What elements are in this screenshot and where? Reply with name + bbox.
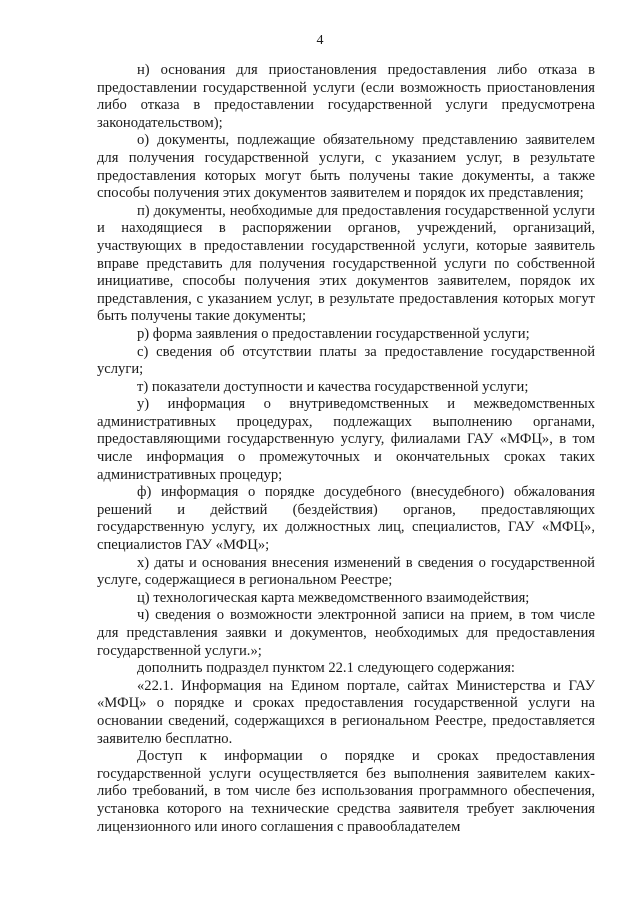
- paragraph-amendment: дополнить подраздел пунктом 22.1 следующего содержания:: [137, 660, 515, 677]
- paragraph-t: т) показатели доступности и качества государственной услуги;: [137, 378, 529, 395]
- page-number: 4: [316, 33, 324, 48]
- paragraph-n: н) основания для приостановления предоставления либо отказа в предоставлении государственной услуги (если возможность приостановления либо отказа в предоставлении государственной услуги предусмотрена законодательством);: [97, 62, 595, 131]
- paragraph-p: п) документы, необходимые для предоставления государственной услуги и находящиеся в распоряжении органов, учреждений, организаций, участвующих в предоставлении государственной услуги, которые заявитель вправе представить для получения государственной услуги по собственной инициативе, способы получения этих документов заявителем, порядок их представления, с указанием услуг, в результате предоставления которых могут быть получены такие документы;: [97, 202, 595, 325]
- paragraph-kh: х) даты и основания внесения изменений в сведения о государственной услуге, содержащиеся в региональном Реестре;: [97, 554, 595, 589]
- paragraph-u: у) информация о внутриведомственных и межведомственных административных процедурах, подлежащих выполнению органами, предоставляющими государственную услугу, филиалами ГАУ «МФЦ», в том числе информация о промежуточных и окончательных сроках таких административных процедур;: [97, 396, 595, 483]
- paragraph-r: р) форма заявления о предоставлении государственной услуги;: [137, 325, 530, 342]
- paragraph-ts: ц) технологическая карта межведомственного взаимодействия;: [137, 589, 530, 606]
- paragraph-f: ф) информация о порядке досудебного (внесудебного) обжалования решений и действий (бездействия) органов, предоставляющих государственную услугу, их должностных лиц, специалистов, ГАУ «МФЦ», специалистов ГАУ «МФЦ»;: [97, 484, 595, 554]
- document-body: [97, 62, 595, 836]
- paragraph-s: с) сведения об отсутствии платы за предоставление государственной услуги;: [97, 343, 595, 378]
- paragraph-ch: ч) сведения о возможности электронной записи на прием, в том числе для представления заявки и документов, необходимых для предоставления государственной услуги.»;: [97, 607, 595, 659]
- paragraph-access: Доступ к информации о порядке и сроках предоставления государственной услуги осуществляется без выполнения заявителем каких-либо требований, в том числе без использования программного обеспечения, установка которого на технические средства заявителя требует заключения лицензионного или иного соглашения с правообладателем: [97, 748, 595, 835]
- paragraph-22-1: «22.1. Информация на Едином портале, сайтах Министерства и ГАУ «МФЦ» о порядке и сроках предоставления государственной услуги на основании сведений, содержащихся в региональном Реестре, предоставляется заявителю бесплатно.: [97, 677, 595, 747]
- paragraph-o: о) документы, подлежащие обязательному представлению заявителем для получения государственной услуги, с указанием услуг, в результате предоставления которых могут быть получены такие документы, а также способы получения этих документов заявителем и порядок их представления;: [97, 132, 595, 202]
